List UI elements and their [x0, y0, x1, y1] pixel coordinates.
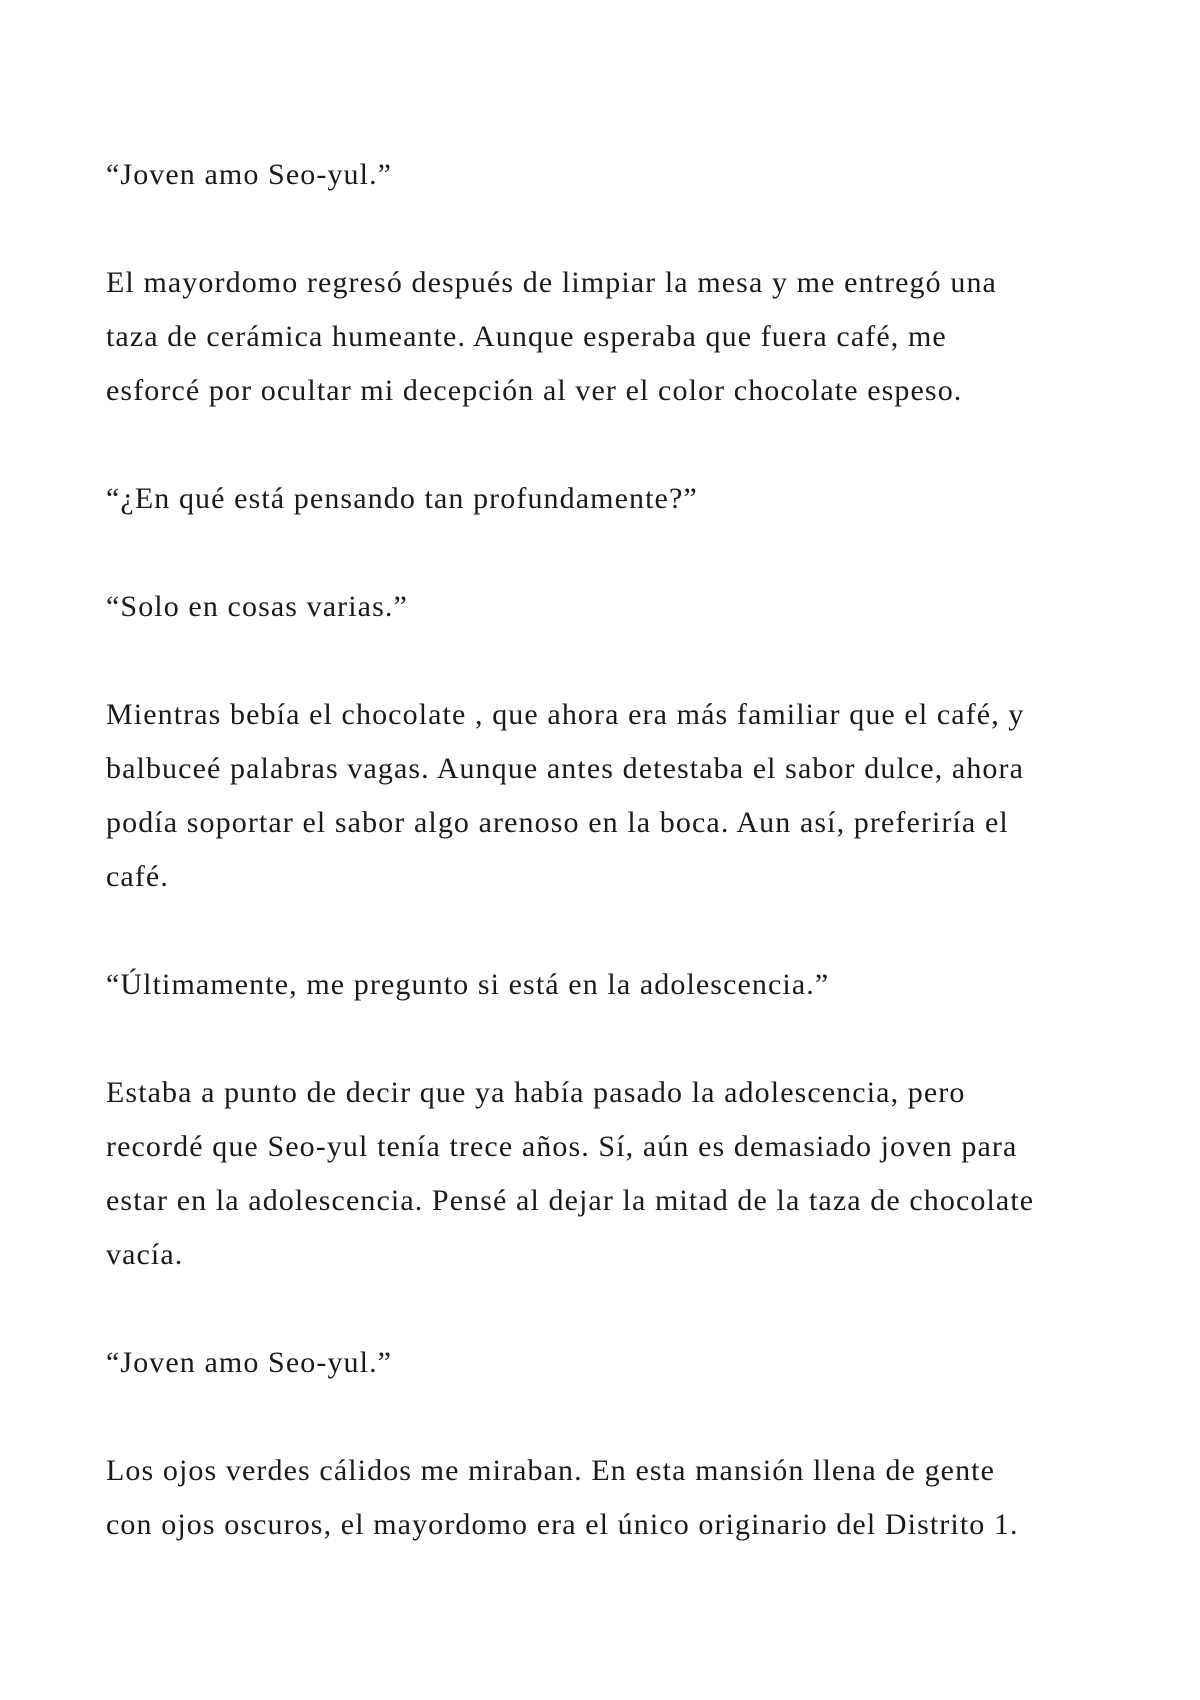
text-line: Estaba a punto de decir que ya había pasado la adolescencia, pero [106, 1076, 966, 1109]
text-line: Mientras bebía el chocolate , que ahora era más familiar que el café, y [106, 698, 1025, 731]
paragraph [106, 1336, 1106, 1390]
paragraph [106, 472, 1106, 526]
paragraph [106, 958, 1106, 1012]
text-line: taza de cerámica humeante. Aunque esperaba que fuera café, me [106, 320, 947, 353]
text-line: esforcé por ocultar mi decepción al ver el color chocolate espeso. [106, 374, 963, 407]
text-line: estar en la adolescencia. Pensé al dejar la mitad de la taza de chocolate [106, 1184, 1035, 1217]
text-line: “Solo en cosas varias.” [106, 590, 408, 623]
text-line: café. [106, 860, 169, 893]
text-line: “Joven amo Seo-yul.” [106, 158, 393, 191]
document-page [106, 148, 1106, 1606]
paragraph [106, 580, 1106, 634]
text-line: vacía. [106, 1238, 184, 1271]
paragraph [106, 1444, 1106, 1552]
text-line: podía soportar el sabor algo arenoso en la boca. Aun así, preferiría el [106, 806, 1009, 839]
paragraph [106, 1066, 1106, 1282]
text-line: con ojos oscuros, el mayordomo era el único originario del Distrito 1. [106, 1508, 1019, 1541]
text-line: “Últimamente, me pregunto si está en la adolescencia.” [106, 968, 830, 1001]
paragraph [106, 148, 1106, 202]
text-line: “Joven amo Seo-yul.” [106, 1346, 393, 1379]
text-line: Los ojos verdes cálidos me miraban. En esta mansión llena de gente [106, 1454, 996, 1487]
text-line: El mayordomo regresó después de limpiar la mesa y me entregó una [106, 266, 997, 299]
text-line: recordé que Seo-yul tenía trece años. Sí, aún es demasiado joven para [106, 1130, 1018, 1163]
paragraph [106, 256, 1106, 418]
text-line: balbuceé palabras vagas. Aunque antes detestaba el sabor dulce, ahora [106, 752, 1025, 785]
text-line: “¿En qué está pensando tan profundamente?” [106, 482, 698, 515]
paragraph [106, 688, 1106, 904]
